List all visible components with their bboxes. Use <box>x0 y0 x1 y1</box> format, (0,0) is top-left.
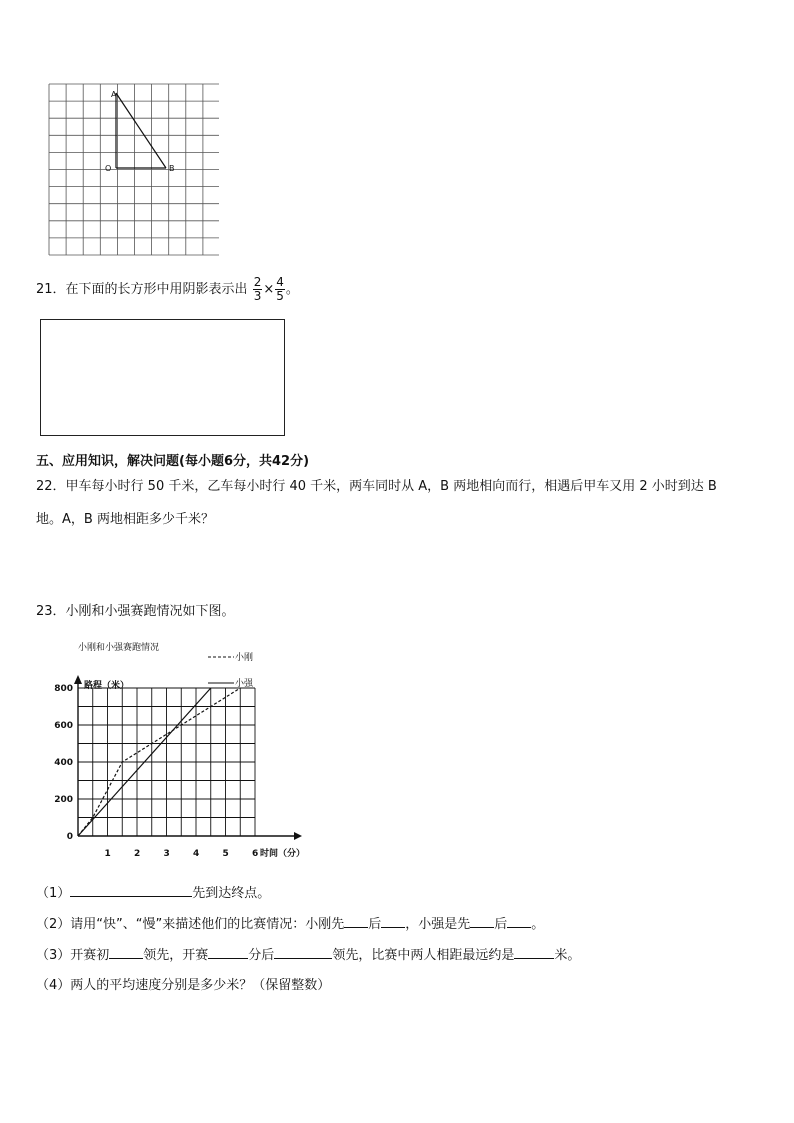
answer-blank-first-finisher[interactable] <box>70 884 192 897</box>
chart-grid <box>78 688 255 836</box>
legend-xiaogang-label: 小刚 <box>235 653 254 663</box>
q23-sub3-part4: 领先，比赛中两人相距最远约是 <box>332 948 515 963</box>
q23-sub2 <box>36 915 544 934</box>
q23-sub1-label: （1） <box>36 886 71 901</box>
answer-blank-minutes[interactable] <box>208 946 248 959</box>
grid-lines <box>49 84 219 255</box>
q23-sub2-part4: 后 <box>494 917 508 932</box>
q23-sub2-part2: 后 <box>368 917 382 932</box>
chart-ticks <box>54 684 258 859</box>
q23-sub3-part2: 领先，开赛 <box>143 948 209 963</box>
section-5-heading: 五、应用知识，解决问题(每小题6分，共42分) <box>36 454 310 469</box>
y-tick-label: 0 <box>66 832 73 842</box>
x-tick-label: 3 <box>163 849 170 859</box>
fraction-numerator: 2 <box>253 275 262 289</box>
point-o-label: O <box>105 164 112 173</box>
grid-figure <box>47 82 219 256</box>
x-tick-label: 2 <box>134 849 141 859</box>
x-tick-label: 4 <box>193 849 200 859</box>
q23-sub1 <box>36 884 270 903</box>
x-tick-label: 6 <box>252 849 259 859</box>
fraction-2-3 <box>253 276 263 303</box>
q23-sub1-after: 先到达终点。 <box>192 886 271 901</box>
race-chart <box>36 630 316 865</box>
q21-number: 21． <box>36 282 66 297</box>
chart-title: 小刚和小强赛跑情况 <box>78 643 160 653</box>
q21-text-before: 在下面的长方形中用阴影表示出 <box>65 282 248 297</box>
y-tick-label: 200 <box>54 795 73 805</box>
q23-sub3 <box>36 946 580 965</box>
q23-sub4: （4）两人的平均速度分别是多少米？（保留整数） <box>36 978 331 993</box>
q22-line2: 地。A，B 两地相距多少千米？ <box>36 512 214 527</box>
y-axis-label: 路程（米） <box>84 681 130 691</box>
q22-line1: 22．甲车每小时行 50 千米，乙车每小时行 40 千米，两车同时从 A，B 两地相向而行，相遇后甲车又用 2 小时到达 B <box>36 479 717 494</box>
q23-sub3-part1: （3）开赛初 <box>36 948 110 963</box>
answer-blank-xiaoqiang-start[interactable] <box>470 915 494 928</box>
answer-blank-xiaoqiang-end[interactable] <box>507 915 531 928</box>
answer-blank-max-distance[interactable] <box>514 946 554 959</box>
times-sign: × <box>263 282 275 297</box>
answer-blank-early-leader[interactable] <box>109 946 143 959</box>
point-a-label: A <box>111 90 117 99</box>
fraction-numerator: 4 <box>276 275 284 289</box>
y-tick-label: 400 <box>54 758 73 768</box>
q23-sub3-part5: 米。 <box>554 948 581 963</box>
q21-rectangle[interactable] <box>40 319 285 436</box>
q23-sub3-part3: 分后 <box>248 948 275 963</box>
chart-axes <box>74 675 302 840</box>
y-tick-label: 800 <box>54 684 73 694</box>
y-tick-label: 600 <box>54 721 73 731</box>
point-b-label: B <box>169 164 175 173</box>
legend-xiaoqiang-label: 小强 <box>235 679 254 689</box>
fraction-denominator: 5 <box>276 289 284 303</box>
fraction-4-5 <box>275 276 285 303</box>
q23-intro: 23．小刚和小强赛跑情况如下图。 <box>36 604 235 619</box>
q23-sub2-part5: 。 <box>531 917 545 932</box>
q21-text-after: 。 <box>285 282 299 297</box>
x-tick-label: 1 <box>104 849 111 859</box>
x-axis-label: 时间（分） <box>260 849 306 859</box>
chart-legend <box>208 651 254 689</box>
segment-ab <box>116 93 166 168</box>
y-axis-arrow <box>74 675 82 684</box>
answer-blank-xiaogang-start[interactable] <box>344 915 368 928</box>
q23-sub2-part1: （2）请用“快”、“慢”来描述他们的比赛情况：小刚先 <box>36 917 345 932</box>
answer-blank-xiaogang-end[interactable] <box>381 915 405 928</box>
x-tick-label: 5 <box>222 849 229 859</box>
answer-blank-later-leader[interactable] <box>274 946 332 959</box>
q21-text <box>36 276 299 303</box>
q23-sub2-part3: ，小强是先 <box>405 917 471 932</box>
fraction-denominator: 3 <box>253 289 262 303</box>
x-axis-arrow <box>294 832 302 840</box>
